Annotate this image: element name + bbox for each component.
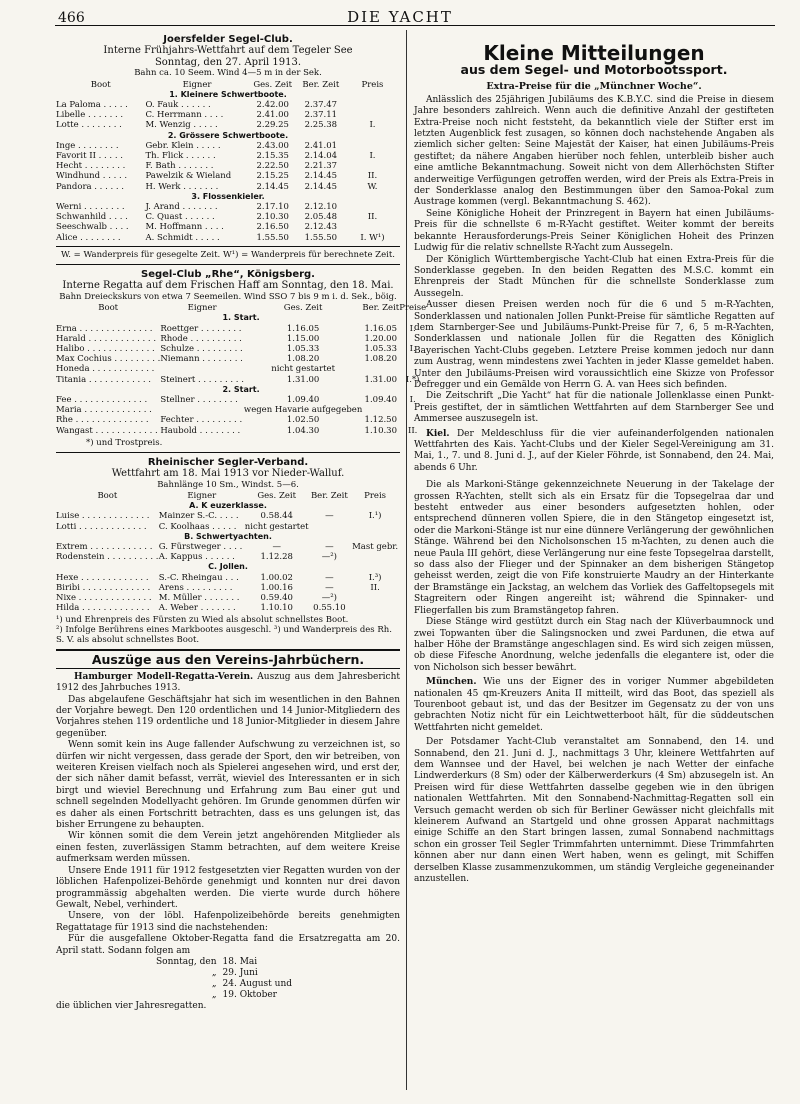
class-heading: 3. Flossenkieler. — [191, 191, 265, 201]
table-cell: Luise . . . . . . . . . . . . . — [56, 511, 150, 522]
class-heading: 1. Kleinere Schwertboote. — [169, 89, 287, 99]
journal-title: DIE YACHT — [347, 8, 453, 26]
table-cell: Rodenstein . . . . . . . . . . — [56, 552, 159, 563]
table-cell: Gebr. Klein . . . . . — [145, 140, 221, 151]
table-cell: 2.22.50 — [256, 161, 289, 172]
table-cell: 2.15.35 — [256, 151, 289, 162]
table-cell: 1.09.40 — [364, 394, 397, 405]
table-cell: Pawelzik & Wieland — [145, 171, 232, 182]
table-cell: — — [272, 541, 281, 552]
table-cell: Halibo . . . . . . . . . . . . . — [56, 343, 155, 354]
joersfelder-line2: Sonntag, den 27. April 1913. — [154, 56, 302, 68]
table-row — [56, 415, 426, 425]
column-header: Preise — [399, 303, 427, 314]
auszuege-lead-text: Auszug aus dem Jahresbericht 1912 des Jahrbuches 1913. — [56, 671, 400, 694]
table-cell: II. — [367, 212, 378, 223]
table-cell: M. Wenzig . . . . . — [145, 120, 218, 131]
muenchen-lead: München. — [426, 677, 477, 688]
table-cell: Max Cochius . . . . . . . . . — [56, 354, 161, 365]
rheinischer-table — [56, 491, 400, 613]
table-cell: I. — [369, 151, 376, 162]
rhe-table — [56, 303, 426, 436]
table-cell: 2.41.00 — [256, 110, 289, 121]
table-row — [56, 593, 400, 603]
column-header: Preis — [364, 490, 387, 501]
table-cell: 1.08.20 — [364, 354, 397, 365]
table-cell: Rhode . . . . . . . . . . — [160, 333, 242, 344]
table-cell: 2.05.48 — [304, 212, 338, 223]
joersfelder-footnote: W. = Wanderpreis für gesegelte Zeit. W¹) = Wanderpreis für berechnete Zeit. — [61, 249, 395, 260]
rhe-title: Segel-Club „Rhe“, Königsberg. — [141, 268, 315, 280]
table-cell: Lotti . . . . . . . . . . . . . — [56, 521, 147, 532]
table-row — [56, 354, 426, 364]
table-cell: wegen Havarie aufgegeben — [243, 405, 363, 416]
table-cell: — — [325, 582, 334, 593]
table-cell: Fechter . . . . . . . . . — [160, 415, 243, 426]
table-row — [56, 324, 426, 334]
table-row — [56, 233, 400, 243]
news-paragraph: Die Zeitschrift „Die Yacht“ hat für die nationale Jollenklasse einen Punkt-Preis gestiftet, der in sämtlichen Wettfahrten auf dem Starnberger See und Ammersee auszusegeln ist. — [414, 391, 774, 425]
auszuege-closing: die üblichen vier Jahresregatten. — [56, 1000, 207, 1011]
table-cell — [345, 202, 400, 212]
table-cell: Rhe . . . . . . . . . . . . . . — [56, 415, 149, 426]
table-header-row — [56, 491, 400, 501]
table-cell: Roettger . . . . . . . . — [160, 323, 242, 334]
table-header-row — [56, 80, 400, 90]
class-heading-row — [56, 385, 426, 395]
class-heading-row — [56, 131, 400, 141]
date-cell: 19. Oktober — [222, 989, 277, 1000]
table-cell: Werni . . . . . . . . — [56, 202, 125, 213]
table-row — [56, 573, 400, 583]
joersfelder-line1: Interne Frühjahrs-Wettfahrt auf dem Tegeler See — [103, 45, 353, 57]
joersfelder-table — [56, 80, 400, 243]
table-cell: nicht gestartet — [244, 521, 309, 532]
table-cell: I. — [409, 394, 416, 405]
table-cell: —²) — [321, 592, 337, 603]
column-header: Ges. Zeit — [257, 490, 297, 501]
table-cell: Erna . . . . . . . . . . . . . . — [56, 323, 153, 334]
news-paragraph: Seine Königliche Hoheit der Prinzregent in Bayern hat einen Jubiläums-Preis für die schnellste 6 m-R-Yacht gestiftet. Weiter kommt der bereits bekannte Herausforderungs-Preis Seiner Königlichen Hoheit des Prinzen Ludwig für die relativ schnellste R-Yacht zum Aussegeln. — [414, 208, 774, 254]
table-cell: 2.37.47 — [304, 100, 338, 111]
table-cell: A. Schmidt . . . . . — [145, 232, 220, 243]
table-cell: 1.12.50 — [364, 415, 397, 426]
column-header: Boot — [97, 490, 118, 501]
class-heading: 2. Grössere Schwertboote. — [167, 130, 289, 140]
table-cell: I.³) — [368, 572, 382, 583]
column-header: Eigner — [187, 303, 217, 314]
table-cell: 1.04.30 — [286, 425, 320, 436]
table-cell: 1.08.20 — [286, 354, 320, 365]
column-header: Eigner — [182, 79, 212, 90]
muenchen-paragraph — [414, 677, 774, 734]
table-cell: Favorit II . . . . . — [56, 151, 123, 162]
table-row — [56, 522, 400, 532]
column-header: Ges. Zeit — [283, 303, 323, 314]
table-cell: 1.16.05 — [286, 323, 320, 334]
table-row — [56, 141, 400, 151]
table-row — [56, 603, 400, 613]
table-cell: Biribi . . . . . . . . . . . . . — [56, 582, 151, 593]
table-cell: 2.25.38 — [304, 120, 338, 131]
table-cell: Pandora . . . . . . — [56, 181, 124, 192]
table-cell: Steinert . . . . . . . . . — [160, 374, 244, 385]
table-cell: 1.16.05 — [364, 323, 397, 334]
column-header: Ber. Zeit — [302, 79, 340, 90]
date-row — [156, 968, 298, 979]
table-cell: 2.37.11 — [304, 110, 338, 121]
table-cell: A. Kappus . . . . . . — [158, 552, 235, 563]
auszuege-club: Hamburger Modell-Regatta-Verein. — [74, 671, 254, 682]
class-heading-row — [56, 562, 400, 572]
date-cell: 29. Juni — [222, 967, 258, 978]
table-cell: I. — [409, 343, 416, 354]
class-heading-row — [56, 192, 400, 202]
kiel-lead: Kiel. — [426, 428, 450, 439]
date-cell: „ — [211, 967, 217, 978]
table-cell — [345, 100, 400, 110]
table-cell: F. Bath . . . . . . . — [145, 161, 214, 172]
table-cell: I.*) — [405, 374, 420, 385]
table-cell: 1.55.50 — [304, 232, 338, 243]
rheinischer-line1: Wettfahrt am 18. Mai 1913 vor Nieder-Walluf. — [111, 468, 345, 480]
table-cell: 2.14.04 — [304, 151, 338, 162]
auszuege-paragraph: Wenn somit kein ins Auge fallender Aufschwung zu verzeichnen ist, so dürfen wir nicht vergessen, dass gerade der Sport, den wir betreiben, von weiteren Kreisen vielfach noch als Spielerei angesehen wird, und erst der, der sich näher damit befasst, verrät, wieviel des Interessanten er in sich birgt und wieviel Berechnung und Erfahrung zum Bau einer gut und schnell segelnden Modellyacht gehören. Im Grunde genommen dürfen wir es daher als einen Fortschritt betrachten, dass es uns gelungen ist, das bisher Errungene zu behaupten. — [56, 740, 400, 831]
section-title: Kleine Mitteilungen — [483, 41, 705, 65]
table-cell: 1.20.00 — [364, 333, 397, 344]
table-cell: 0.59.40 — [260, 592, 293, 603]
table-cell — [160, 405, 244, 415]
table-row — [56, 151, 400, 161]
table-cell: Haubold . . . . . . . . — [160, 425, 241, 436]
table-row — [56, 222, 400, 232]
table-cell — [362, 405, 399, 415]
table-row — [56, 375, 426, 385]
table-cell — [350, 522, 400, 532]
rhe-footnote: *) und Trostpreis. — [86, 437, 163, 448]
table-cell: Mainzer S.-C. . . . . — [158, 511, 239, 522]
table-cell — [160, 364, 244, 374]
table-cell: Th. Flick . . . . . . — [145, 151, 216, 162]
table-cell: Extrem . . . . . . . . . . . . — [56, 541, 153, 552]
table-cell: nicht gestartet — [271, 364, 336, 375]
joersfelder-line3: Bahn ca. 10 Seem. Wind 4—5 m in der Sek. — [134, 68, 322, 79]
news-paragraph: Anlässlich des 25jährigen Jubiläums des K.B.Y.C. sind die Preise in diesem Jahre besonders zahlreich. Wenn auch die definitive Anzahl der gestifteten Extra-Preise noch nicht feststeht, da bekanntlich viele der Stifter erst im letzten Augenblick fest zusagen, so können doch nachstehende Angaben als ziemlich sicher gelten: Seine Majestät der Kaiser, hat einen Jubiläums-Preis gestiftet; da nähere Angaben hierüber noch fehlen, unterbleib bisher auch eine amtliche Bekanntmachung. Soweit nicht von dem Allerhöchsten Stifter anderweitige Verfügungen getroffen werden, wird der Preis als Extra-Preis in der Sonderklasse analog den Bestimmungen über den Samoa-Pokal zum Austrage kommen (vergl. Bekanntmachung S. 462). — [414, 94, 774, 208]
potsdam-paragraph: Der Potsdamer Yacht-Club veranstaltet am Sonnabend, den 14. und Sonnabend, den 21. Juni d. J., nachmittags 3 Uhr, kleinere Wettfahrten auf dem Wannsee und der Havel, bei welchen je nach Wetter der einfache Lindwerderkurs (8 Sm) oder der Kälberwerderkurs (4 Sm) abzusegeln ist. An Preisen wird für diese Wettfahrten dasselbe gegeben wie in den übrigen nationalen Wettfahrten. Mit den Sonnabend-Nachmittag-Regatten soll ein Versuch gemacht werden ob sich für Berliner Gewässer nicht gleichfalls mit kleinerem Aufwand an Startgeld und ohne grossen Apparat nachmittags einige Schiffe an den Start bringen lassen, zumal Sonnabend nachmittags schon ein grosser Teil Segler Trimmfahrten unternimmt. Diese Trimmfahrten können aber nur dann einen Wert haben, wenn es gelingt, mit Schiffen derselben Klasse zusammenzukommen, um ständig Vergleiche gegeneinander anzustellen. — [414, 737, 774, 885]
rheinischer-line2: Bahnlänge 10 Sm., Windst. 5—6. — [157, 479, 299, 490]
table-cell: Windhund . . . . . — [56, 171, 128, 182]
table-cell: 2.14.45 — [256, 181, 289, 192]
markoni-paragraph: Die als Markoni-Stänge gekennzeichnete Neuerung in der Takelage der grossen R-Yachten, stellt sich als ein Ersatz für die Topsegelraa dar und besteht entweder aus einer besonders aufgesetzten hohlen, oder entsprechend dünneren vollen Spiere, die in den Stängetop eingesetzt ist, oder die Markoni-Stänge ist nur eine dünnere Verlängerung der gewöhnlichen Stänge. Während bei den Nicholsonschen 15 m-Yachten, zu denen auch die neue Paula III gehört, diese Verlängerung nur eine feste Topsegelraa darstellt, so dass also der Flieger und der Spinnaker an dem bisherigen Stängetop geheisst werden, zeigt die von Fife konstruierte Maudry an der Hinterkante der Bramstänge ein Jackstag, an welchem das Vorliek des Gaffeltopsegels mit Stagreitern oder Ringen angereiht ist; während die Spinnaker- und Fliegerfallen bis zum Bramstängetop fahren. — [414, 480, 774, 616]
date-cell: „ — [211, 989, 217, 1000]
table-cell: 2.12.43 — [304, 222, 338, 233]
table-cell: Mast gebr. — [352, 541, 399, 552]
table-cell: 1.55.50 — [256, 232, 289, 243]
table-cell: H. Werk . . . . . . . — [145, 181, 219, 192]
table-cell: 2.12.10 — [304, 202, 338, 213]
date-cell: Sonntag, den — [156, 956, 217, 967]
date-row — [156, 957, 298, 968]
auszuege-lead — [56, 672, 400, 695]
auszuege-paragraph: Das abgelaufene Geschäftsjahr hat sich im wesentlichen in den Bahnen der Vorjahre bewegt. Den 120 ordentlichen und 14 Junior-Mitgliedern des Vorjahres stehen 119 ordentliche und 18 Junior-Mitglieder in diesem Jahre gegenüber. — [56, 694, 400, 739]
auszuege-paragraph: Wir können somit die dem Verein jetzt angehörenden Mitglieder als einen festen, zuverlässigen Stamm betrachten, auf dem weitere Kreise aufmerksam werden müssen. — [56, 831, 400, 865]
table-cell: Fee . . . . . . . . . . . . . . — [56, 394, 148, 405]
column-header: Eigner — [187, 490, 217, 501]
table-cell: Lotte . . . . . . . . — [56, 120, 122, 131]
news-paragraph: Der Königlich Württembergische Yacht-Club hat einen Extra-Preis für die Sonderklasse gegeben. In den beiden Regatten des M.S.C. kommt ein Ehrenpreis der Stadt München für die schnellste Sonderklasse zum Aussegeln. — [414, 254, 774, 299]
table-row — [56, 583, 400, 593]
table-cell: —²) — [321, 552, 337, 563]
table-row — [56, 182, 400, 192]
table-cell: M. Hoffmann . . . . — [145, 222, 224, 233]
auszuege-heading: Auszüge aus den Vereins-Jahrbüchern. — [56, 649, 400, 668]
table-row — [56, 405, 426, 415]
table-cell: Hecht . . . . . . . . — [56, 161, 126, 172]
table-cell: I.¹) — [368, 511, 382, 522]
table-cell: 2.14.45 — [304, 171, 338, 182]
column-header: Ber. Zeit — [362, 303, 400, 314]
table-row — [56, 212, 400, 222]
table-cell: Wangast . . . . . . . . . . . . — [56, 425, 158, 436]
section-subtitle: aus dem Segel- und Motorbootssport. — [460, 62, 728, 77]
table-row — [56, 552, 400, 562]
table-cell — [350, 603, 400, 613]
table-cell: Inge . . . . . . . . — [56, 140, 119, 151]
class-heading-row — [56, 313, 426, 323]
table-cell: C. Herrmann . . . . — [145, 110, 224, 121]
table-cell — [350, 593, 400, 603]
table-cell: S.-C. Rheingau . . . — [158, 572, 239, 583]
page-number: 466 — [58, 10, 85, 26]
table-row — [56, 110, 400, 120]
column-header: Preis — [361, 79, 384, 90]
auszuege-paragraph: Unsere, von der löbl. Hafenpolizeibehörde bereits genehmigten Regattatage für 1913 sind die nachstehenden: — [56, 911, 400, 933]
kiel-paragraph — [414, 429, 774, 475]
divider — [56, 264, 400, 265]
table-cell: O. Fauk . . . . . . — [145, 100, 211, 111]
table-cell: Nixe . . . . . . . . . . . . . . — [56, 592, 152, 603]
rheinischer-footnote-2: ²) Infolge Berührens eines Markbootes ausgeschl. ³) und Wanderpreis des Rh. S. V. als absolut schnellstes Boot. — [56, 625, 392, 646]
auszuege-paragraph: Unsere Ende 1911 für 1912 festgesetzten vier Regatten wurden von der löblichen Hafenpolizei-Behörde genehmigt und konnten nur drei davon programmässig abgehalten werden. Die vierte wurde durch höhere Gewalt, Nebel, verhindert. — [56, 865, 400, 910]
kiel-text: Der Meldeschluss für die vier aufeinanderfolgenden nationalen Wettfahrten des Kais. Yacht-Clubs und der Kieler Segel-Vereinigung am 31. Mai, 1., 7. und 8. Juni d. J., auf der Kieler Föhrde, ist Sonnabend, den 24. Mai, abends 6 Uhr. — [414, 428, 774, 473]
table-cell: II. — [407, 425, 418, 436]
table-cell: 2.29.25 — [256, 120, 289, 131]
table-cell: 1.00.02 — [260, 572, 293, 583]
table-cell: G. Fürstweger . . . . — [158, 541, 243, 552]
table-cell: 1.00.16 — [260, 582, 293, 593]
date-cell: 24. August und — [222, 978, 293, 989]
table-cell — [350, 552, 400, 562]
column-header: Boot — [98, 303, 119, 314]
table-row — [56, 426, 426, 436]
date-cell: 18. Mai — [222, 956, 258, 967]
table-row — [56, 511, 400, 521]
rhe-line1: Interne Regatta auf dem Frischen Haff am Sonntag, den 18. Mai. — [62, 280, 394, 292]
table-row — [56, 120, 400, 130]
table-cell: 2.14.45 — [304, 181, 338, 192]
table-cell — [345, 141, 400, 151]
table-cell: I. — [409, 323, 416, 334]
table-cell: II. — [367, 171, 378, 182]
table-row — [56, 100, 400, 110]
table-cell: 2.43.00 — [256, 140, 289, 151]
table-header-row — [56, 303, 426, 313]
table-cell: 1.31.00 — [364, 374, 397, 385]
table-cell: 2.41.01 — [304, 140, 338, 151]
table-cell: Hilda . . . . . . . . . . . . . — [56, 603, 150, 614]
news-paragraph: Ausser diesen Preisen werden noch für die 6 und 5 m-R-Yachten, Sonderklassen und nationalen Jollen Punkt-Preise für sämtliche Regatten auf dem Starnberger-See und Jubiläums-Punkt-Preise für 7, 6, 5 m-R-Yachten, Sonderklassen und nationale Jollen für die Regatten des Königlich Bayerischen Yacht-Clubs gegeben. Letztere Preise kommen jedoch nur dann zum Austrag, wenn mindestens zwei Yachten in jeder Klasse gemeldet haben. Unter den Jubiläums-Preisen wird voraussichtlich eine Skizze von Professor Defregger und ein Gemälde von Herrn G. A. van Hees sich befinden. — [414, 300, 774, 390]
column-divider — [406, 30, 407, 1090]
table-cell: 2.42.00 — [256, 100, 289, 111]
table-row — [56, 364, 426, 374]
table-cell: Hexe . . . . . . . . . . . . . — [56, 572, 149, 583]
table-cell: — — [325, 572, 334, 583]
table-cell: 0.55.10 — [313, 603, 346, 614]
class-heading-row — [56, 90, 400, 100]
table-cell: I. — [369, 120, 376, 131]
table-cell — [345, 110, 400, 120]
table-cell: Harald . . . . . . . . . . . . . — [56, 333, 157, 344]
table-cell: I. W¹) — [360, 232, 385, 243]
date-row — [156, 990, 298, 1001]
table-cell: II. — [370, 582, 380, 593]
table-row — [56, 344, 426, 354]
table-cell: 1.05.33 — [364, 343, 397, 354]
class-heading: C. Jollen. — [208, 562, 248, 572]
class-heading-row — [56, 501, 400, 511]
class-heading: 1. Start. — [222, 313, 260, 323]
divider — [56, 246, 400, 247]
class-heading: 2. Start. — [222, 384, 260, 394]
table-cell: 1.10.10 — [260, 603, 293, 614]
table-cell: 1.09.40 — [286, 394, 320, 405]
table-cell: 2.17.10 — [256, 202, 289, 213]
table-cell — [309, 522, 351, 532]
table-row — [56, 542, 400, 552]
table-cell: La Paloma . . . . . — [56, 100, 128, 111]
table-cell: C. Quast . . . . . . — [145, 212, 215, 223]
joersfelder-title: Joersfelder Segel-Club. — [163, 34, 293, 45]
table-cell: Schwanhild . . . . — [56, 212, 128, 223]
table-cell: 2.21.37 — [304, 161, 338, 172]
table-cell: C. Koolhaas . . . . . — [158, 521, 237, 532]
muenchen-text: Wie uns der Eigner des in voriger Nummer abgebildeten nationalen 45 qm-Kreuzers Anita II mitteilt, wird das Boot, das speziell als Tourenboot gebaut ist, und das der Besitzer im Gegensatz zu der von uns gebrachten Notiz nicht für ein Leichtwetterboot hält, für die süddeutschen Wettfahrten nicht gemeldet. — [414, 677, 774, 733]
table-cell: Libelle . . . . . . . — [56, 110, 124, 121]
table-cell: 1.02.50 — [286, 415, 320, 426]
page-header — [0, 6, 800, 26]
rheinischer-footnote-1: ¹) und Ehrenpreis des Fürsten zu Wied als absolut schnellstes Boot. — [56, 615, 349, 626]
table-cell: — — [325, 541, 334, 552]
date-cell: „ — [211, 978, 217, 989]
table-cell: Schulze . . . . . . . . . — [160, 343, 243, 354]
table-cell: 2.10.30 — [256, 212, 289, 223]
auszuege-paragraph: Für die ausgefallene Oktober-Regatta fand die Ersatzregatta am 20. April statt. Sodann folgen am — [56, 934, 400, 956]
table-cell: 1.12.28 — [260, 552, 293, 563]
table-cell: J. Arand . . . . . . . — [145, 202, 218, 213]
class-heading: A. K euzerklasse. — [189, 501, 267, 511]
table-cell: — — [325, 511, 334, 522]
column-header: Boot — [90, 79, 111, 90]
table-cell: M. Müller . . . . . . . — [158, 592, 240, 603]
table-cell: 1.15.00 — [286, 333, 320, 344]
table-cell: Niemann . . . . . . . . — [160, 354, 243, 365]
rheinischer-title: Rheinischer Segler-Verband. — [147, 456, 309, 468]
extra-preise-heading: Extra-Preise für die „Münchner Woche“. — [486, 81, 702, 93]
table-row — [56, 171, 400, 181]
table-row — [56, 161, 400, 171]
markoni-paragraph: Diese Stänge wird gestützt durch ein Stag nach der Klüverbaumnock und zwei Topwanten über die Salingsnocken und zwei Pardunen, die etwa auf halber Höhe der Bramstänge angeschlagen sind. Es wird sich zeigen müssen, ob diese Fifesche Anordnung, welche jedenfalls die elegantere ist, oder die von Nicholson sich besser bewährt. — [414, 617, 774, 673]
rhe-line2: Bahn Dreieckskurs von etwa 7 Seemeilen. Wind SSO 7 bis 9 m i. d. Sek., böig. — [59, 291, 397, 302]
table-cell: 1.31.00 — [286, 374, 320, 385]
table-row — [56, 395, 426, 405]
table-cell: 2.16.50 — [256, 222, 289, 233]
table-cell: Honeda . . . . . . . . . . . . — [56, 364, 155, 375]
table-cell: 1.05.33 — [286, 343, 320, 354]
column-header: Ber. Zeit — [310, 490, 348, 501]
date-row — [156, 979, 298, 990]
table-cell: Arens . . . . . . . . . — [158, 582, 233, 593]
table-row — [56, 334, 426, 344]
class-heading-row — [56, 532, 400, 542]
class-heading: B. Schwertyachten. — [184, 531, 272, 541]
header-rule — [55, 25, 775, 26]
divider — [56, 452, 400, 453]
table-cell: Stellner . . . . . . . . — [160, 394, 238, 405]
right-column — [414, 30, 774, 885]
table-cell: Maria . . . . . . . . . . . . . — [56, 405, 152, 416]
table-cell: 0.58.44 — [260, 511, 293, 522]
table-row — [56, 202, 400, 212]
table-cell: A. Weber . . . . . . . — [158, 603, 236, 614]
left-column — [56, 30, 427, 1012]
table-cell: W. — [367, 181, 378, 192]
regatta-dates — [156, 957, 298, 1001]
table-cell — [362, 364, 399, 374]
table-cell — [345, 222, 400, 232]
column-header: Ges. Zeit — [253, 79, 293, 90]
table-cell: 2.15.25 — [256, 171, 289, 182]
table-cell: Alice . . . . . . . . — [56, 232, 121, 243]
table-cell: 1.10.30 — [364, 425, 397, 436]
table-cell: Seeschwalb . . . . — [56, 222, 129, 233]
table-cell: Titania . . . . . . . . . . . . — [56, 374, 151, 385]
table-cell — [345, 161, 400, 171]
